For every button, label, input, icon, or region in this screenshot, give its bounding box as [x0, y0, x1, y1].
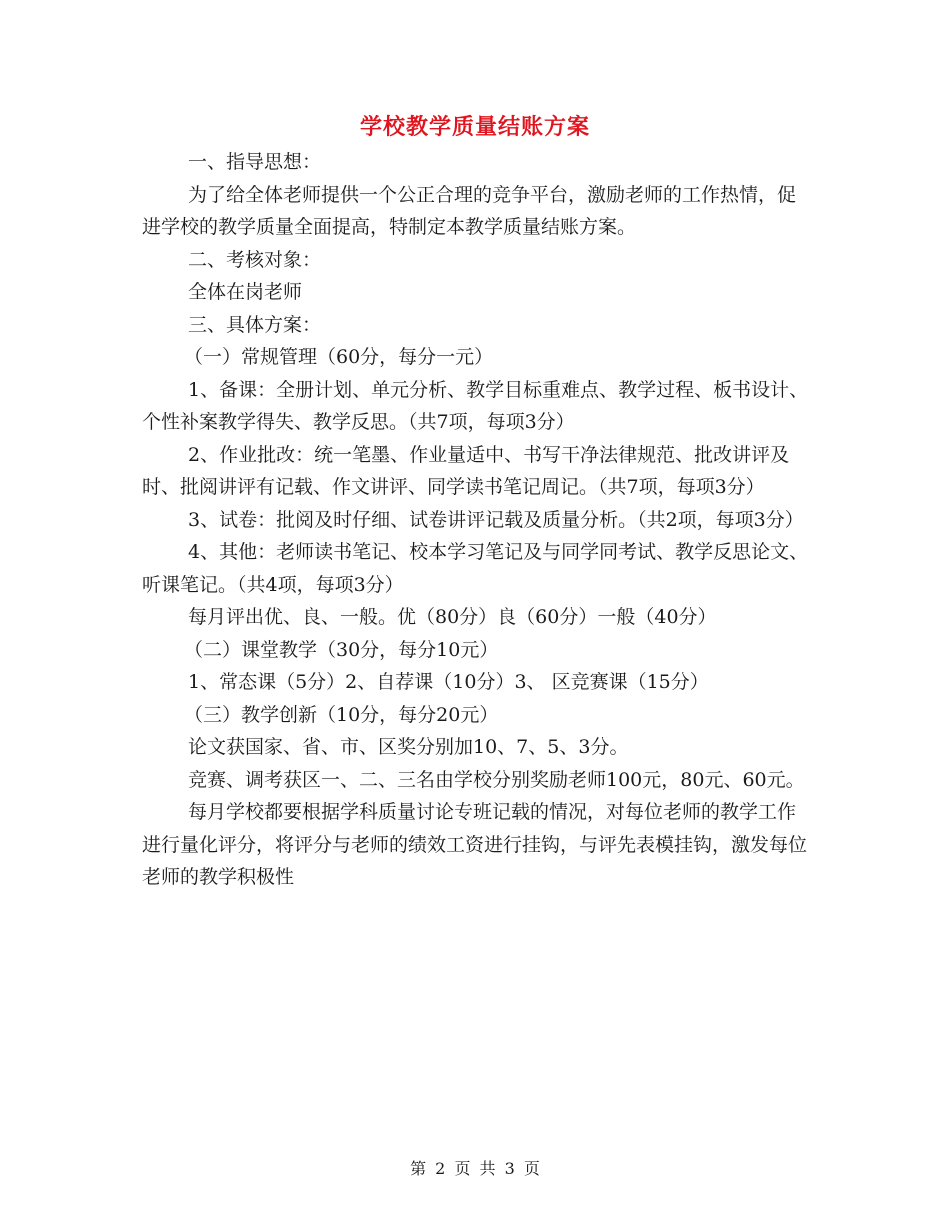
- page-number-footer: 第 2 页 共 3 页: [410, 1159, 540, 1178]
- paragraph-monthly-evaluation: 每月学校都要根据学科质量讨论专班记载的情况，对每位老师的教学工作进行量化评分，将评分与老师的绩效工资进行挂钩，与评先表模挂钩，激发每位老师的教学积极性: [142, 801, 808, 888]
- subsection-teaching-innovation: （三）教学创新（10分，每分20元）: [184, 703, 499, 726]
- section-heading-guiding-thought: 一、指导思想：: [188, 151, 322, 173]
- paragraph-competition-awards: 竞赛、调考获区一、二、三名由学校分别奖励老师100元，80元、60元。: [188, 768, 805, 791]
- subsection-classroom-teaching: （二）课堂教学（30分，每分10元）: [184, 638, 499, 661]
- paragraph-paper-awards: 论文获国家、省、市、区奖分别加10、7、5、3分。: [188, 736, 629, 758]
- subsection-routine-management: （一）常规管理（60分，每分一元）: [184, 346, 494, 368]
- item-lesson-prep: 1、备课：全册计划、单元分析、教学目标重难点、教学过程、板书设计、个性补案教学得失、教学反思。（共7项，每项3分）: [142, 378, 809, 433]
- paragraph-target: 全体在岗老师: [188, 281, 303, 303]
- paragraph-monthly-rating: 每月评出优、良、一般。优（80分）良（60分）一般（40分）: [188, 606, 717, 628]
- document-title: 学校教学质量结账方案: [359, 114, 590, 140]
- document-body: [142, 146, 812, 894]
- section-heading-assessment-target: 二、考核对象：: [188, 248, 322, 271]
- item-exam-papers: 3、试卷：批阅及时仔细、试卷讲评记载及质量分析。（共2项，每项3分）: [188, 508, 804, 531]
- item-homework: 2、作业批改：统一笔墨、作业量适中、书写干净法律规范、批改讲评及时、批阅讲评有记载、作文讲评、同学读书笔记周记。（共7项，每项3分）: [142, 443, 790, 498]
- paragraph-purpose: 为了给全体老师提供一个公正合理的竞争平台，激励老师的工作热情，促进学校的教学质量全面提高，特制定本教学质量结账方案。: [142, 183, 797, 238]
- item-other: 4、其他：老师读书笔记、校本学习笔记及与同学同考试、教学反思论文、听课笔记。（共4项，每项3分）: [142, 541, 809, 596]
- section-heading-plan: 三、具体方案：: [188, 313, 322, 336]
- item-lesson-types: 1、常态课（5分）2、自荐课（10分）3、 区竞赛课（15分）: [188, 671, 709, 693]
